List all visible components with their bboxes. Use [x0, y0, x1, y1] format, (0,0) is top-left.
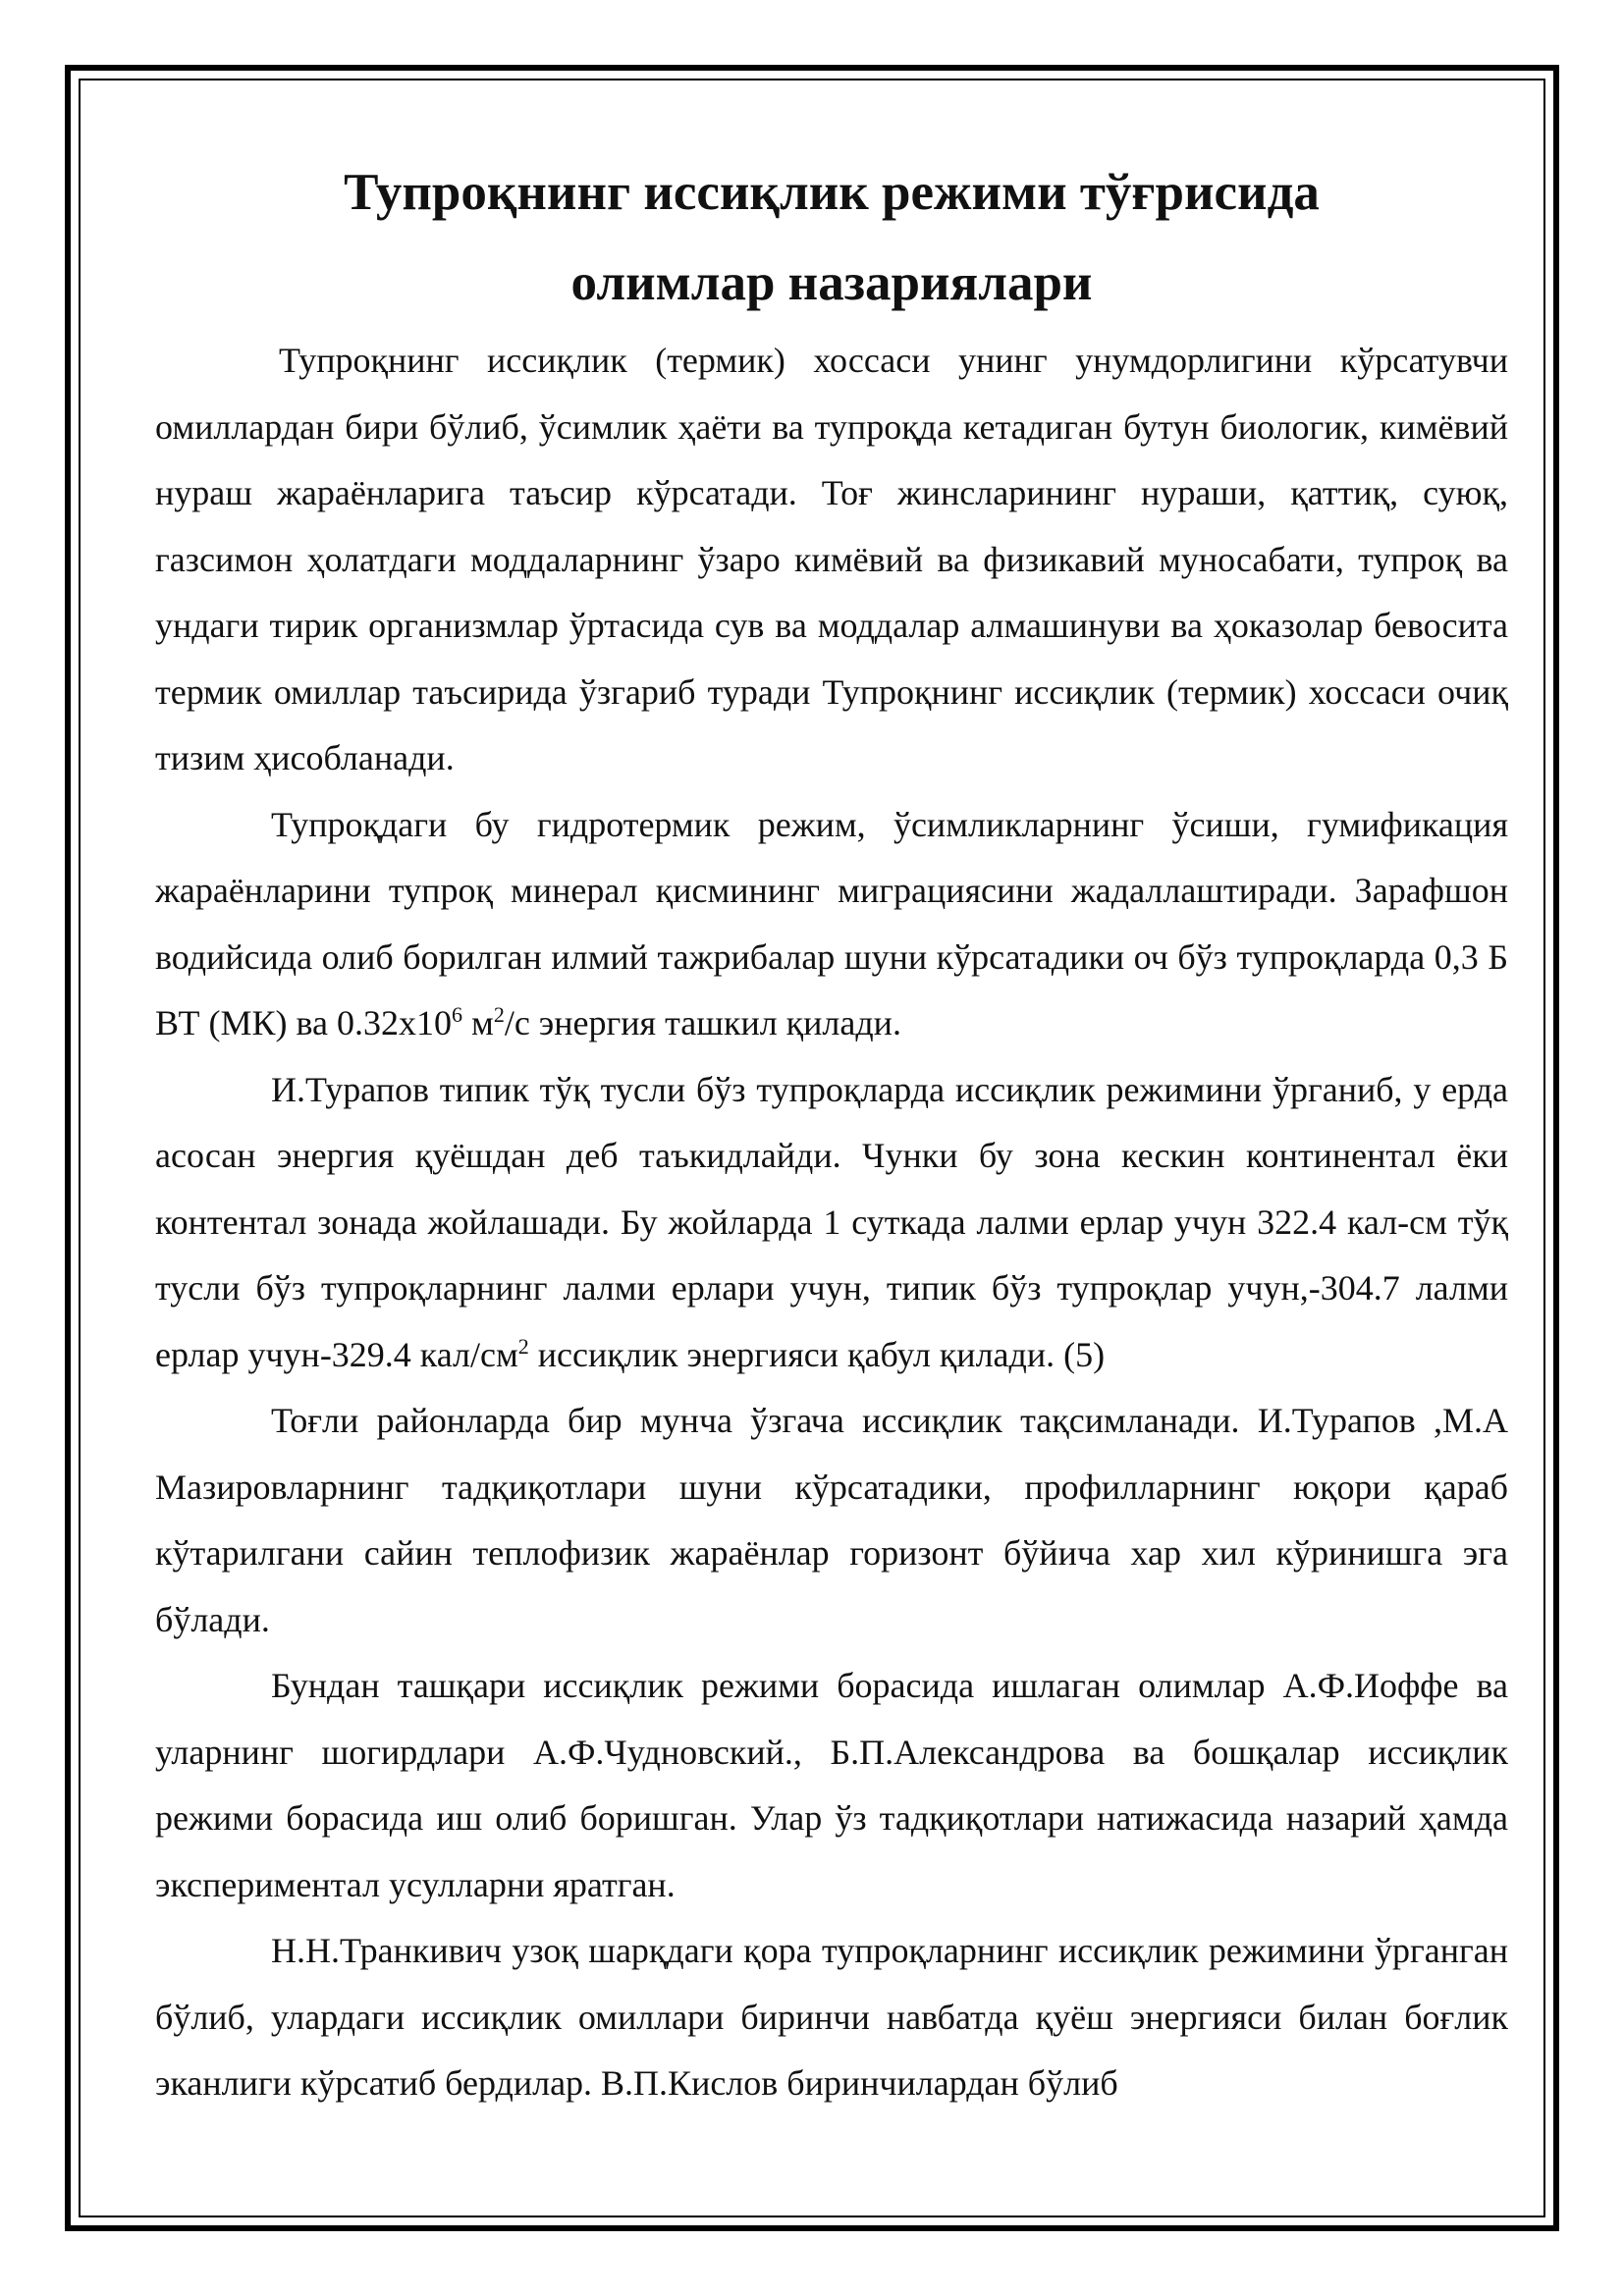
paragraph-4: Тоғли районларда бир мунча ўзгача иссиқлик тақсимланади. И.Турапов ,М.А Мазировларнинг тадқиқотлари шуни кўрсатадики, профилларнинг юқори қараб кўтарилгани сайин теплофизик жараёнлар горизонт бўйича хар хил кўринишга эга бўлади. [155, 1401, 1508, 1639]
document-body [155, 147, 1508, 2117]
paragraph-1: Тупроқнинг иссиқлик (термик) хоссаси унинг унумдорлигини кўрсатувчи омиллардан бири бўлиб, ўсимлик ҳаёти ва тупроқда кетадиган бутун биологик, кимёвий нураш жараёнларига таъсир кўрсатади. Тоғ жинсларининг нураши, қаттиқ, суюқ, газсимон ҳолатдаги моддаларнинг ўзаро кимёвий ва физикавий муносабати, тупроқ ва ундаги тирик организмлар ўртасида сув ва моддалар алмашинуви ва ҳоказолар бевосита термик омиллар таъсирида ўзгариб туради Тупроқнинг иссиқлик (термик) хоссаси очиқ тизим ҳисобланади. [155, 341, 1508, 777]
paragraph-2-exponent-2: 2 [493, 1002, 505, 1027]
paragraph-6: Н.Н.Транкивич узоқ шарқдаги қора тупроқларнинг иссиқлик режимини ўрганган бўлиб, улардаги иссиқлик омиллари биринчи навбатда қуёш энергияси билан боғлик эканлиги кўрсатиб бердилар. В.П.Кислов биринчилардан бўлиб [155, 1931, 1508, 2103]
title-line-2: олимлар назариялари [570, 254, 1093, 311]
paragraph-2-exponent: 6 [452, 1002, 463, 1027]
paragraph-3 [155, 1057, 1508, 1389]
paragraph-2 [155, 792, 1508, 1057]
paragraph-2-text: Тупроқдаги бу гидротермик режим, ўсимликларнинг ўсиши, гумификация жараёнларини тупроқ минерал қисмининг миграциясини жадаллаштиради. Зарафшон водийсида олиб борилган илмий тажрибалар шуни кўрсатадики оч бўз тупроқларда 0,3 Б ВТ (МК) ва 0.32х10 [155, 804, 1508, 1042]
paragraph-3-end: иссиқлик энергияси қабул қилади. (5) [528, 1334, 1106, 1374]
paragraph-2-end: /с энергия ташкил қилади. [504, 1003, 901, 1042]
paragraph-5: Бундан ташқари иссиқлик режими борасида ишлаган олимлар А.Ф.Иоффе ва уларнинг шогирдлари А.Ф.Чудновский., Б.П.Александрова ва бошқалар иссиқлик режими борасида иш олиб боришган. Улар ўз тадқиқотлари натижасида назарий ҳамда экспериментал усулларни яратган. [155, 1666, 1508, 1904]
document-title [155, 147, 1508, 328]
paragraph-2-mid: м [462, 1003, 494, 1042]
paragraph-3-exponent: 2 [517, 1333, 529, 1359]
title-line-1: Тупроқнинг иссиқлик режими тўғрисида [344, 164, 1320, 221]
paragraph-3-text: И.Турапов типик тўқ тусли бўз тупроқларда иссиқлик режимини ўрганиб, у ерда асосан энергия қуёшдан деб таъкидлайди. Чунки бу зона кескин континентал ёки контентал зонада жойлашади. Бу жойларда 1 суткада лалми ерлар учун 322.4 кал-см тўқ тусли бўз тупроқларнинг лалми ерлари учун, типик бўз тупроқлар учун,-304.7 лалми ерлар учун-329.4 кал/см [155, 1069, 1508, 1374]
